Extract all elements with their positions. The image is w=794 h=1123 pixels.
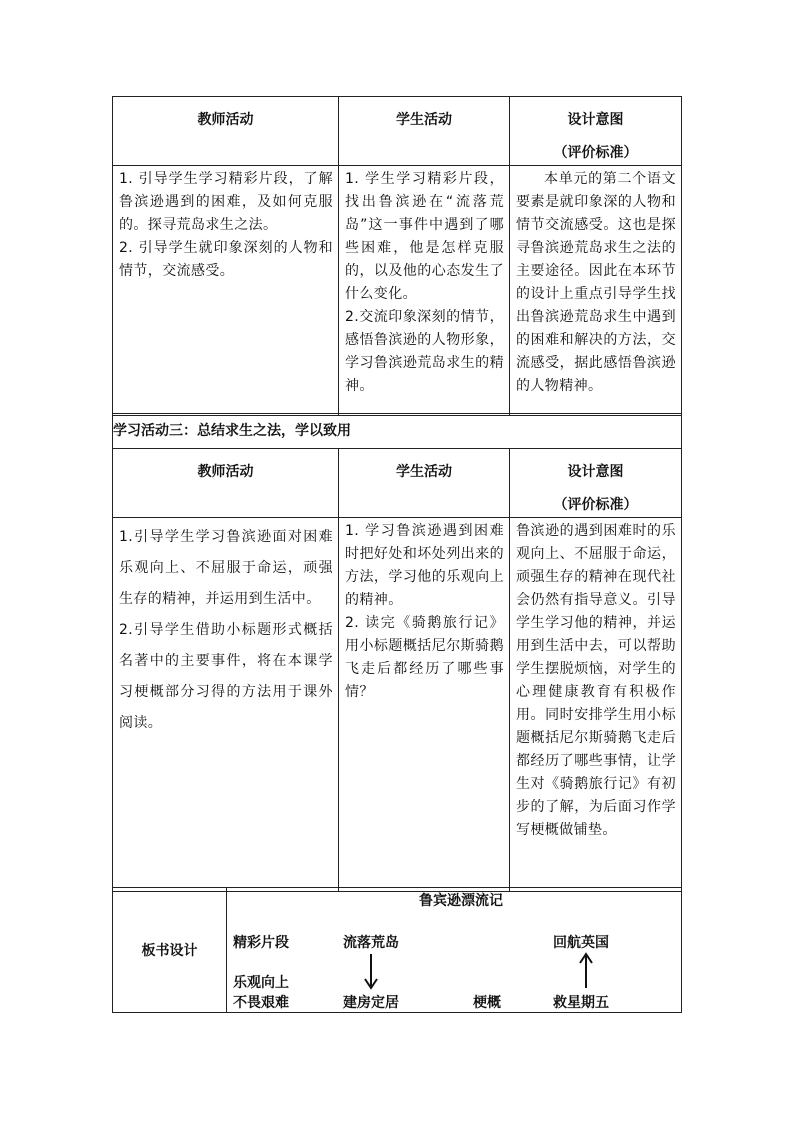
board-design: [112, 887, 682, 1013]
board-spirit-1: 乐观向上: [233, 975, 289, 991]
teacher-activity-2-1: 1.引导学生学习鲁滨逊面对困难乐观向上、不屈服于命运，顽强生存的精神，并运用到生活中。: [119, 529, 333, 607]
teacher-activity-1: 1. 引导学生学习精彩片段，了解鲁滨逊遇到的困难，及如何克服的。探寻荒岛求生之法。: [119, 171, 333, 233]
activity-table-3: [112, 413, 682, 892]
design-intent-text-2: 鲁滨逊的遇到困难时的乐观向上、不屈服于命运，顽强生存的精神在现代社会仍然有指导意义。引导学生学习他的精神，并运用到生活中去，可以帮助学生摆脱烦恼，对学生的心理健康教育有积极作用。同时安排学生用小标题概括尼尔斯骑鹅飞走后都经历了哪些事情，让学生对《骑鹅旅行记》有初步的了解，为后面习作学写梗概做铺垫。: [516, 523, 677, 838]
student-activity-2-1: 1. 学习鲁滨逊遇到困难时把好处和坏处列出来的方法，学习他的乐观向上的精神。: [345, 523, 504, 608]
header-teacher: 教师活动: [113, 97, 339, 166]
event-drifted-ashore: 流落荒岛: [343, 935, 399, 951]
down-arrow-icon: [365, 954, 377, 988]
student-activity-2-2: 2. 读完《骑鹅旅行记》用小标题概括尼尔斯骑鹅飞走后都经历了哪些事情？: [345, 615, 504, 700]
section-title-3: 学习活动三：总结求生之法，学以致用: [113, 414, 682, 449]
student-activity-cell: [339, 166, 510, 416]
teacher-activity-cell-2: [113, 518, 339, 892]
student-activity-2: 2.交流印象深刻的情节，感悟鲁滨逊的人物形象，学习鲁滨逊荒岛求生的精神。: [345, 309, 504, 394]
teacher-activity-cell: [113, 166, 339, 416]
header-teacher-2: 教师活动: [113, 449, 339, 518]
teacher-activity-2: 2. 引导学生就印象深刻的人物和情节，交流感受。: [119, 240, 333, 279]
board-spirit-2: 不畏艰难: [233, 995, 289, 1011]
design-intent-cell: [510, 166, 682, 416]
event-return-england: 回航英国: [553, 935, 609, 951]
student-activity-1: 1. 学生学习精彩片段，找出鲁滨逊在“流落荒岛”这一事件中遇到了哪些困难，他是怎样克服的，以及他的心态发生了什么变化。: [345, 171, 504, 302]
event-rescue-friday: 救星期五: [553, 995, 609, 1011]
header-design: 设计意图 （评价标准）: [510, 97, 682, 166]
board-center-summary: 梗概: [473, 995, 501, 1011]
header-design-2: 设计意图 （评价标准）: [510, 449, 682, 518]
header-student-2: 学生活动: [339, 449, 510, 518]
event-build-house: 建房定居: [343, 995, 399, 1011]
student-activity-cell-2: [339, 518, 510, 892]
board-highlight: 精彩片段: [233, 935, 289, 951]
design-intent-text: 本单元的第二个语文要素是就印象深的人物和情节交流感受。这也是探寻鲁滨逊荒岛求生之法的主要途径。因此在本环节的设计上重点引导学生找出鲁滨逊荒岛求生中遇到的困难和解决的方法，交流感受，据此感悟鲁滨逊的人物精神。: [516, 171, 676, 394]
activity-table-2: [112, 96, 682, 416]
board-title: 鲁宾逊漂流记: [419, 893, 503, 909]
header-student: 学生活动: [339, 97, 510, 166]
teacher-activity-2-2: 2.引导学生借助小标题形式概括名著中的主要事件，将在本课学习梗概部分习得的方法用于课外阅读。: [119, 622, 333, 731]
board-label: 板书设计: [141, 943, 198, 959]
board-arrows: [113, 888, 681, 1012]
up-arrow-icon: [580, 954, 592, 988]
design-intent-cell-2: [510, 518, 682, 892]
